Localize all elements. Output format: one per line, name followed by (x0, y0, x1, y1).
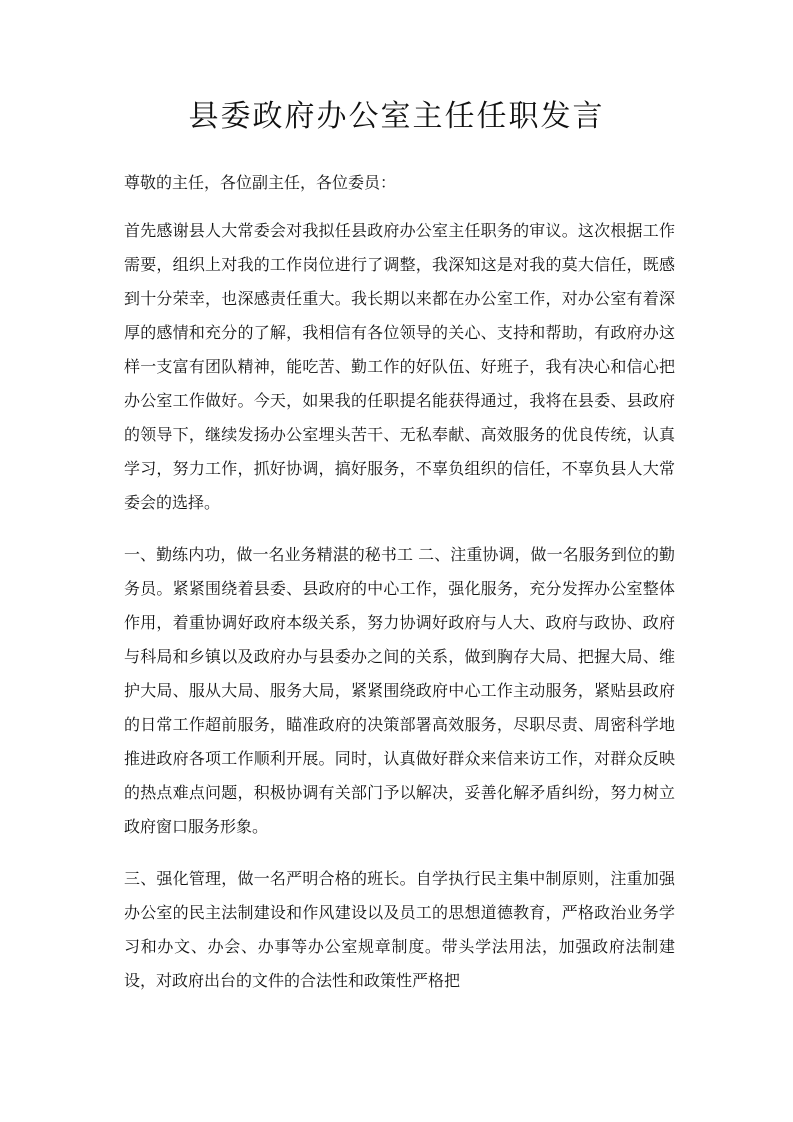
salutation: 尊敬的主任，各位副主任，各位委员： (124, 173, 397, 192)
paragraph-intro: 首先感谢县人大常委会对我拟任县政府办公室主任职务的审议。这次根据工作需要，组织上对我的工作岗位进行了调整，我深知这是对我的莫大信任，既感到十分荣幸，也深感责任重大。我长期以来都在办公室工作，对办公室有着深厚的感情和充分的了解，我相信有各位领导的关心、支持和帮助，有政府办这样一支富有团队精神，能吃苦、勤工作的好队伍、好班子，我有决心和信心把办公室工作做好。今天，如果我的任职提名能获得通过，我将在县委、县政府的领导下，继续发扬办公室埋头苦干、无私奉献、高效服务的优良传统，认真学习，努力工作，抓好协调，搞好服务，不辜负组织的信任，不辜负县人大常委会的选择。 (124, 221, 675, 512)
paragraph-coordination: 一、勤练内功，做一名业务精湛的秘书工 二、注重协调，做一名服务到位的勤务员。紧紧围绕着县委、县政府的中心工作，强化服务，充分发挥办公室整体作用，着重协调好政府本级关系，努力协调好政府与人大、政府与政协、政府与科局和乡镇以及政府办与县委办之间的关系，做到胸存大局、把握大局、维护大局、服从大局、服务大局，紧紧围绕政府中心工作主动服务，紧贴县政府的日常工作超前服务，瞄准政府的决策部署高效服务，尽职尽责、周密科学地推进政府各项工作顺利开展。同时，认真做好群众来信来访工作，对群众反映的热点难点问题，积极协调有关部门予以解决，妥善化解矛盾纠纷，努力树立政府窗口服务形象。 (124, 545, 675, 836)
document-title: 县委政府办公室主任任职发言 (188, 99, 605, 134)
paragraph-management: 三、强化管理，做一名严明合格的班长。自学执行民主集中制原则，注重加强办公室的民主法制建设和作风建设以及员工的思想道德教育，严格政治业务学习和办文、办会、办事等办公室规章制度。带头学法用法，加强政府法制建设，对政府出台的文件的合法性和政策性严格把 (124, 869, 675, 990)
document-body (120, 166, 675, 1016)
